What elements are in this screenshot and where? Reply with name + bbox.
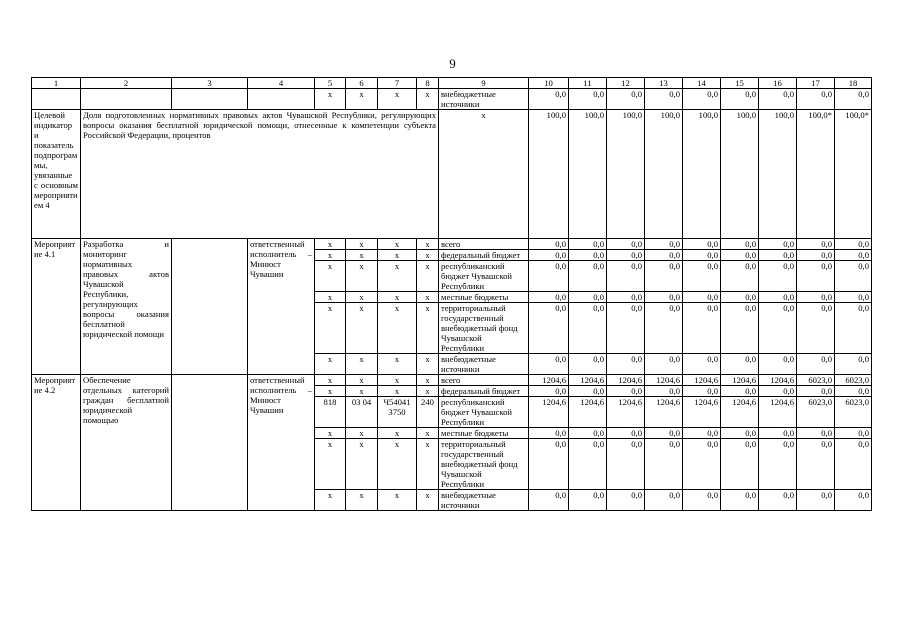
funding-source: внебюджетные источники xyxy=(439,490,529,511)
funding-source: территориальный государственный внебюджетный фонд Чувашской Республики xyxy=(439,303,529,354)
amount-cell: 1204,6 xyxy=(645,375,683,386)
funding-source: республиканский бюджет Чувашской Республики xyxy=(439,397,529,428)
amount-cell: 0,0 xyxy=(645,292,683,303)
amount-cell: 1204,6 xyxy=(645,397,683,428)
amount-cell: 0,0 xyxy=(797,490,835,511)
empty-cell xyxy=(81,89,172,110)
amount-cell: 0,0 xyxy=(835,303,872,354)
budget-code: х xyxy=(378,428,417,439)
amount-cell: 0,0 xyxy=(721,261,759,292)
budget-code: х xyxy=(346,375,378,386)
amount-cell: 6023,0 xyxy=(835,375,872,386)
amount-cell: 0,0 xyxy=(607,261,645,292)
amount-cell: 0,0 xyxy=(607,439,645,490)
amount-cell: 0,0 xyxy=(645,261,683,292)
amount-cell: 0,0 xyxy=(835,439,872,490)
budget-code: х xyxy=(378,490,417,511)
funding-source: федеральный бюджет xyxy=(439,386,529,397)
budget-code: х xyxy=(378,239,417,250)
amount-cell: 0,0 xyxy=(529,239,569,250)
amount-cell: 0,0 xyxy=(645,428,683,439)
amount-cell: 0,0 xyxy=(759,303,797,354)
table-row xyxy=(32,239,872,250)
column-number: 15 xyxy=(721,78,759,89)
budget-code: х xyxy=(378,250,417,261)
table-row xyxy=(32,89,872,110)
indicator-label: Целевой индикатор и показатель подпрограммы, увязанные с основным мероприятием 4 xyxy=(32,110,81,239)
column-number: 6 xyxy=(346,78,378,89)
amount-cell: 0,0 xyxy=(835,354,872,375)
budget-code: х xyxy=(417,439,439,490)
budget-code: х xyxy=(346,303,378,354)
amount-cell: 0,0 xyxy=(721,386,759,397)
budget-code: х xyxy=(346,386,378,397)
column-number: 3 xyxy=(172,78,248,89)
budget-code: х xyxy=(315,439,346,490)
budget-code: х xyxy=(315,250,346,261)
empty-cell xyxy=(172,375,248,511)
budget-code: х xyxy=(315,354,346,375)
measure-title: Разработка и мониторинг нормативных правовых актов Чувашской Республики, регулирующих вопросы оказания бесплатной юридической помощи xyxy=(81,239,172,375)
amount-cell: 0,0 xyxy=(683,428,721,439)
budget-code: х xyxy=(315,89,346,110)
amount-cell: 0,0 xyxy=(529,439,569,490)
measure-label: Мероприятие 4.1 xyxy=(32,239,81,375)
column-number: 5 xyxy=(315,78,346,89)
column-number: 8 xyxy=(417,78,439,89)
amount-cell: 0,0 xyxy=(645,303,683,354)
budget-code: х xyxy=(346,250,378,261)
amount-cell: 0,0 xyxy=(683,89,721,110)
budget-code: х xyxy=(417,292,439,303)
amount-cell: 1204,6 xyxy=(529,375,569,386)
budget-code: х xyxy=(315,261,346,292)
amount-cell: 0,0 xyxy=(721,250,759,261)
amount-cell: 1204,6 xyxy=(607,375,645,386)
budget-code: Ч54041 3750 xyxy=(378,397,417,428)
budget-code: х xyxy=(417,490,439,511)
column-number: 11 xyxy=(569,78,607,89)
amount-cell: 0,0 xyxy=(759,439,797,490)
amount-cell: 1204,6 xyxy=(529,397,569,428)
empty-cell xyxy=(172,239,248,375)
funding-source: внебюджетные источники xyxy=(439,89,529,110)
amount-cell: 0,0 xyxy=(797,428,835,439)
amount-cell: 0,0 xyxy=(721,292,759,303)
amount-cell: 0,0 xyxy=(607,89,645,110)
amount-cell: 1204,6 xyxy=(569,397,607,428)
funding-source: местные бюджеты xyxy=(439,428,529,439)
amount-cell: 0,0 xyxy=(645,250,683,261)
column-number: 14 xyxy=(683,78,721,89)
amount-cell: 0,0 xyxy=(683,239,721,250)
indicator-value: 100,0 xyxy=(607,110,645,239)
amount-cell: 0,0 xyxy=(797,292,835,303)
amount-cell: 0,0 xyxy=(569,303,607,354)
amount-cell: 0,0 xyxy=(607,239,645,250)
amount-cell: 0,0 xyxy=(683,354,721,375)
amount-cell: 0,0 xyxy=(835,261,872,292)
budget-code: х xyxy=(378,261,417,292)
amount-cell: 0,0 xyxy=(569,386,607,397)
amount-cell: 1204,6 xyxy=(607,397,645,428)
measure-executor: ответственный исполнитель – Минюст Чувашии xyxy=(248,375,315,511)
funding-source: местные бюджеты xyxy=(439,292,529,303)
funding-source: федеральный бюджет xyxy=(439,250,529,261)
page-number: 9 xyxy=(449,56,456,71)
amount-cell: 0,0 xyxy=(529,354,569,375)
amount-cell: 0,0 xyxy=(569,250,607,261)
budget-code: х xyxy=(378,89,417,110)
amount-cell: 0,0 xyxy=(569,261,607,292)
amount-cell: 0,0 xyxy=(721,89,759,110)
budget-code: х xyxy=(417,89,439,110)
budget-code: х xyxy=(417,354,439,375)
amount-cell: 0,0 xyxy=(569,439,607,490)
amount-cell: 0,0 xyxy=(797,239,835,250)
indicator-row xyxy=(32,110,872,239)
amount-cell: 0,0 xyxy=(607,292,645,303)
amount-cell: 0,0 xyxy=(721,303,759,354)
amount-cell: 0,0 xyxy=(645,354,683,375)
budget-code: 240 xyxy=(417,397,439,428)
amount-cell: 0,0 xyxy=(529,292,569,303)
budget-code: х xyxy=(378,292,417,303)
amount-cell: 0,0 xyxy=(529,428,569,439)
amount-cell: 0,0 xyxy=(797,354,835,375)
amount-cell: 0,0 xyxy=(645,439,683,490)
column-number: 16 xyxy=(759,78,797,89)
amount-cell: 0,0 xyxy=(835,89,872,110)
amount-cell: 1204,6 xyxy=(759,375,797,386)
amount-cell: 0,0 xyxy=(645,490,683,511)
indicator-value: 100,0 xyxy=(759,110,797,239)
budget-code: х xyxy=(417,239,439,250)
amount-cell: 0,0 xyxy=(683,439,721,490)
measure-executor: ответственный исполнитель – Минюст Чувашии xyxy=(248,239,315,375)
budget-code: х xyxy=(417,303,439,354)
amount-cell: 0,0 xyxy=(721,439,759,490)
amount-cell: 0,0 xyxy=(569,490,607,511)
budget-code: х xyxy=(346,239,378,250)
budget-code: х xyxy=(346,428,378,439)
indicator-value: 100,0 xyxy=(645,110,683,239)
amount-cell: 0,0 xyxy=(835,239,872,250)
budget-code: х xyxy=(346,89,378,110)
measure-title: Обеспечение отдельных категорий граждан бесплатной юридической помощью xyxy=(81,375,172,511)
amount-cell: 6023,0 xyxy=(835,397,872,428)
budget-code: х xyxy=(378,303,417,354)
budget-code: х xyxy=(315,428,346,439)
column-number: 9 xyxy=(439,78,529,89)
column-number: 10 xyxy=(529,78,569,89)
budget-code: 818 xyxy=(315,397,346,428)
budget-code: х xyxy=(315,303,346,354)
budget-code: х xyxy=(346,261,378,292)
budget-code: х xyxy=(378,354,417,375)
amount-cell: 0,0 xyxy=(607,490,645,511)
amount-cell: 0,0 xyxy=(759,292,797,303)
amount-cell: 0,0 xyxy=(797,261,835,292)
amount-cell: 0,0 xyxy=(569,354,607,375)
amount-cell: 0,0 xyxy=(759,261,797,292)
amount-cell: 0,0 xyxy=(797,250,835,261)
amount-cell: 6023,0 xyxy=(797,397,835,428)
column-number: 1 xyxy=(32,78,81,89)
amount-cell: 0,0 xyxy=(797,386,835,397)
amount-cell: 1204,6 xyxy=(721,375,759,386)
indicator-value: 100,0 xyxy=(529,110,569,239)
budget-code: х xyxy=(417,250,439,261)
budget-code: 03 04 xyxy=(346,397,378,428)
funding-source: всего xyxy=(439,239,529,250)
budget-code: х xyxy=(417,261,439,292)
amount-cell: 0,0 xyxy=(721,490,759,511)
amount-cell: 0,0 xyxy=(529,250,569,261)
budget-code: х xyxy=(315,490,346,511)
amount-cell: 0,0 xyxy=(607,354,645,375)
amount-cell: 1204,6 xyxy=(683,397,721,428)
amount-cell: 6023,0 xyxy=(797,375,835,386)
amount-cell: 0,0 xyxy=(683,303,721,354)
budget-code: х xyxy=(346,490,378,511)
column-number: 18 xyxy=(835,78,872,89)
amount-cell: 0,0 xyxy=(721,428,759,439)
column-number: 13 xyxy=(645,78,683,89)
column-number: 12 xyxy=(607,78,645,89)
amount-cell: 0,0 xyxy=(683,250,721,261)
amount-cell: 0,0 xyxy=(759,490,797,511)
amount-cell: 0,0 xyxy=(529,303,569,354)
empty-cell xyxy=(248,89,315,110)
amount-cell: 0,0 xyxy=(835,250,872,261)
column-number: 17 xyxy=(797,78,835,89)
table-row xyxy=(32,375,872,386)
indicator-code: х xyxy=(439,110,529,239)
empty-cell xyxy=(172,89,248,110)
amount-cell: 0,0 xyxy=(645,89,683,110)
column-number: 7 xyxy=(378,78,417,89)
indicator-text: Доля подготовленных нормативных правовых актов Чувашской Республики, регулирующих вопросы оказания бесплатной юридической помощи, отнесенные к компетенции субъекта Российской Федерации, процентов xyxy=(81,110,439,239)
budget-code: х xyxy=(315,292,346,303)
amount-cell: 0,0 xyxy=(607,303,645,354)
amount-cell: 1204,6 xyxy=(721,397,759,428)
amount-cell: 0,0 xyxy=(569,89,607,110)
budget-code: х xyxy=(378,386,417,397)
empty-cell xyxy=(32,89,81,110)
budget-code: х xyxy=(417,386,439,397)
amount-cell: 0,0 xyxy=(569,239,607,250)
amount-cell: 0,0 xyxy=(721,239,759,250)
funding-source: внебюджетные источники xyxy=(439,354,529,375)
amount-cell: 0,0 xyxy=(529,490,569,511)
amount-cell: 0,0 xyxy=(645,386,683,397)
amount-cell: 0,0 xyxy=(759,428,797,439)
budget-code: х xyxy=(346,292,378,303)
measure-label: Мероприятие 4.2 xyxy=(32,375,81,511)
amount-cell: 0,0 xyxy=(607,386,645,397)
funding-source: территориальный государственный внебюджетный фонд Чувашской Республики xyxy=(439,439,529,490)
column-number: 4 xyxy=(248,78,315,89)
program-table xyxy=(31,77,872,511)
column-number: 2 xyxy=(81,78,172,89)
amount-cell: 0,0 xyxy=(835,292,872,303)
amount-cell: 0,0 xyxy=(759,386,797,397)
amount-cell: 0,0 xyxy=(759,354,797,375)
amount-cell: 0,0 xyxy=(759,89,797,110)
amount-cell: 0,0 xyxy=(759,250,797,261)
amount-cell: 0,0 xyxy=(683,261,721,292)
budget-code: х xyxy=(315,375,346,386)
amount-cell: 0,0 xyxy=(797,89,835,110)
amount-cell: 0,0 xyxy=(835,490,872,511)
amount-cell: 0,0 xyxy=(529,261,569,292)
indicator-value: 100,0 xyxy=(683,110,721,239)
amount-cell: 0,0 xyxy=(683,386,721,397)
amount-cell: 0,0 xyxy=(645,239,683,250)
amount-cell: 0,0 xyxy=(835,386,872,397)
funding-source: всего xyxy=(439,375,529,386)
budget-code: х xyxy=(346,439,378,490)
indicator-value: 100,0* xyxy=(835,110,872,239)
budget-code: х xyxy=(315,239,346,250)
amount-cell: 1204,6 xyxy=(569,375,607,386)
amount-cell: 0,0 xyxy=(569,428,607,439)
amount-cell: 0,0 xyxy=(797,439,835,490)
amount-cell: 0,0 xyxy=(759,239,797,250)
budget-code: х xyxy=(417,428,439,439)
amount-cell: 0,0 xyxy=(607,250,645,261)
amount-cell: 0,0 xyxy=(721,354,759,375)
funding-source: республиканский бюджет Чувашской Республики xyxy=(439,261,529,292)
amount-cell: 0,0 xyxy=(797,303,835,354)
amount-cell: 0,0 xyxy=(529,89,569,110)
indicator-value: 100,0 xyxy=(569,110,607,239)
amount-cell: 0,0 xyxy=(607,428,645,439)
header-row xyxy=(32,78,872,89)
indicator-value: 100,0* xyxy=(797,110,835,239)
amount-cell: 0,0 xyxy=(683,490,721,511)
amount-cell: 0,0 xyxy=(529,386,569,397)
budget-code: х xyxy=(417,375,439,386)
amount-cell: 1204,6 xyxy=(759,397,797,428)
budget-code: х xyxy=(378,375,417,386)
amount-cell: 0,0 xyxy=(835,428,872,439)
budget-code: х xyxy=(346,354,378,375)
budget-code: х xyxy=(378,439,417,490)
indicator-value: 100,0 xyxy=(721,110,759,239)
budget-code: х xyxy=(315,386,346,397)
amount-cell: 1204,6 xyxy=(683,375,721,386)
amount-cell: 0,0 xyxy=(683,292,721,303)
amount-cell: 0,0 xyxy=(569,292,607,303)
